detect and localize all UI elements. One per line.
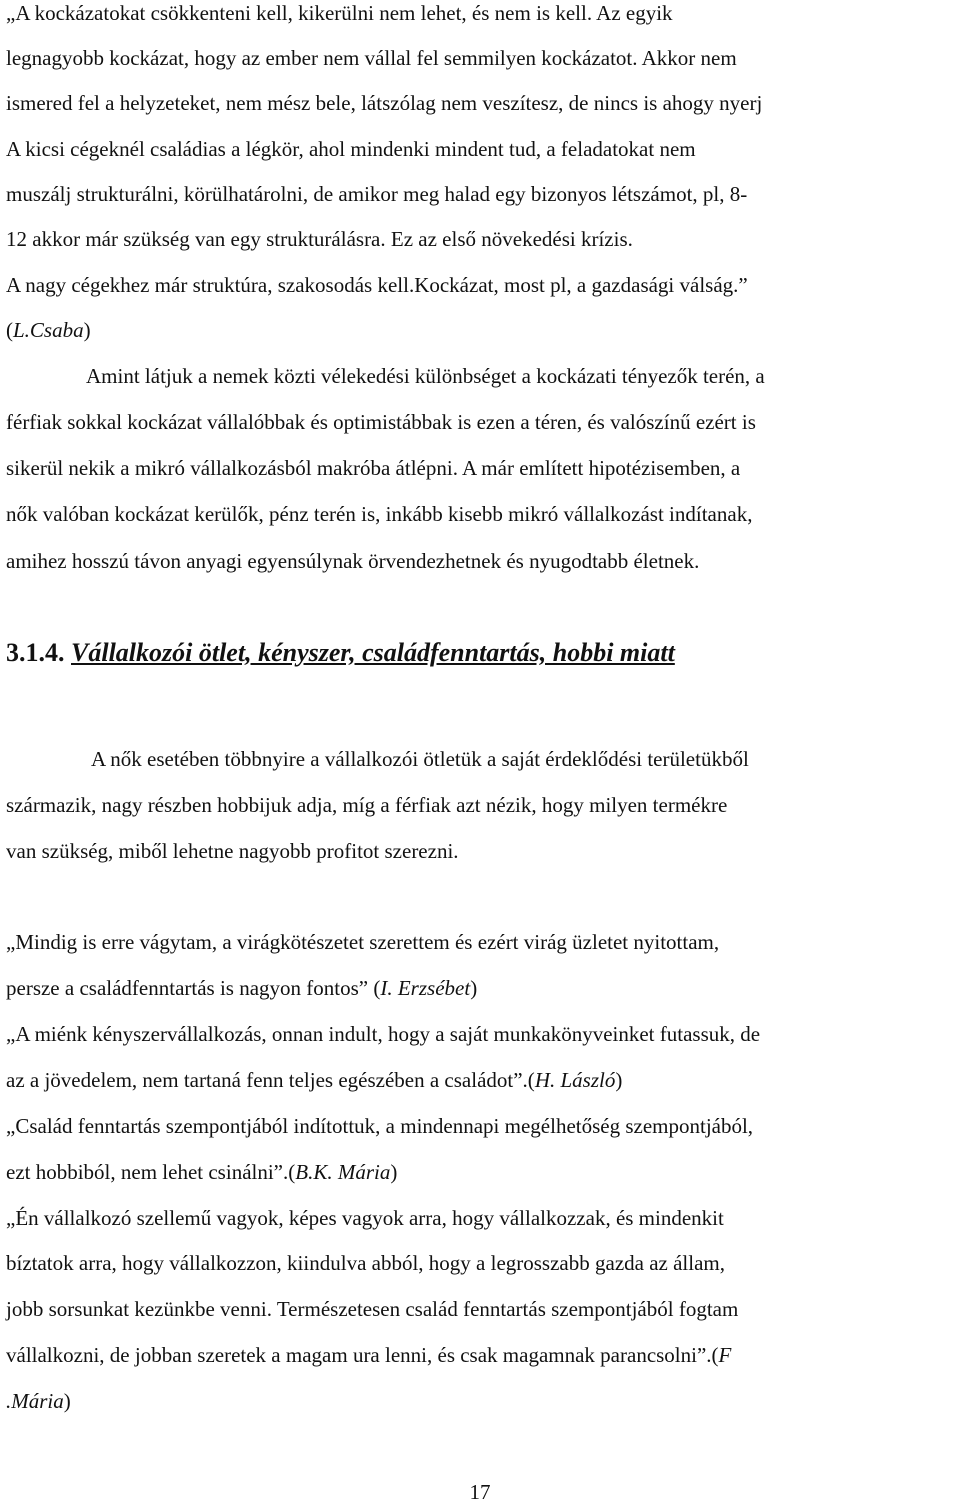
quote-line: „Mindig is erre vágytam, a virágkötészetet szerettem és ezért virág üzletet nyitottam, bbox=[6, 930, 720, 954]
paragraph-line: A kicsi cégeknél családias a légkör, ahol mindenki mindent tud, a feladatokat nem bbox=[6, 137, 696, 161]
attribution: (L.Csaba) bbox=[6, 318, 91, 342]
quote-line: persze a családfenntartás is nagyon fontos” (I. Erzsébet) bbox=[6, 976, 478, 1000]
quote-line: „Család fenntartás szempontjából indítottuk, a mindennapi megélhetőség szempontjából, bbox=[6, 1114, 754, 1138]
quote-line: az a jövedelem, nem tartaná fenn teljes egészében a családot”.(H. László) bbox=[6, 1068, 623, 1092]
quote-author: I. Erzsébet bbox=[380, 976, 471, 1000]
paragraph-line: származik, nagy részben hobbijuk adja, míg a férfiak azt nézik, hogy milyen termékre bbox=[6, 793, 728, 817]
quote-line: „Én vállalkozó szellemű vagyok, képes vagyok arra, hogy vállalkozzak, és mindenkit bbox=[6, 1206, 724, 1230]
paragraph-line: muszálj strukturálni, körülhatárolni, de amikor meg halad egy bizonyos létszámot, pl, 8- bbox=[6, 182, 748, 206]
quote-line: „A miénk kényszervállalkozás, onnan indult, hogy a saját munkakönyveinket futassuk, de bbox=[6, 1022, 761, 1046]
paragraph-line: A nagy cégekhez már struktúra, szakosodás kell.Kockázat, most pl, a gazdasági válság.” bbox=[6, 273, 748, 297]
quote-author: B.K. Mária bbox=[295, 1160, 391, 1184]
quote-author: .Mária bbox=[6, 1389, 64, 1413]
paragraph-line: sikerül nekik a mikró vállalkozásból makróba átlépni. A már említett hipotézisemben, a bbox=[6, 456, 741, 480]
paragraph-line: férfiak sokkal kockázat vállalóbbak és optimistábbak is ezen a téren, és valószínű ezért is bbox=[6, 410, 756, 434]
paragraph-line: van szükség, miből lehetne nagyobb profitot szerezni. bbox=[6, 839, 459, 863]
paragraph-line: legnagyobb kockázat, hogy az ember nem vállal fel semmilyen kockázatot. Akkor nem bbox=[6, 46, 737, 70]
paragraph-line: Amint látjuk a nemek közti vélekedési különbséget a kockázati tényezők terén, a bbox=[86, 364, 765, 388]
quote-line: bíztatok arra, hogy vállalkozzon, kiindulva abból, hogy a legrosszabb gazda az állam, bbox=[6, 1251, 725, 1275]
paragraph-line: 12 akkor már szükség van egy strukturálásra. Ez az első növekedési krízis. bbox=[6, 227, 633, 251]
section-heading bbox=[6, 638, 675, 668]
paragraph-line: „A kockázatokat csökkenteni kell, kikerülni nem lehet, és nem is kell. Az egyik bbox=[6, 1, 673, 25]
page-number: 17 bbox=[469, 1480, 491, 1504]
quote-line: vállalkozni, de jobban szeretek a magam ura lenni, és csak magamnak parancsolni”.(F bbox=[6, 1343, 732, 1367]
quote-line: .Mária) bbox=[6, 1389, 71, 1413]
quote-author: H. László bbox=[534, 1068, 616, 1092]
paragraph-line: nők valóban kockázat kerülők, pénz terén is, inkább kisebb mikró vállalkozást indítanak, bbox=[6, 502, 753, 526]
quote-line: ezt hobbiból, nem lehet csinálni”.(B.K. Mária) bbox=[6, 1160, 398, 1184]
paragraph-line: amihez hosszú távon anyagi egyensúlynak örvendezhetnek és nyugodtabb életnek. bbox=[6, 549, 700, 573]
quote-author: F bbox=[718, 1343, 732, 1367]
heading-title: Vállalkozói ötlet, kényszer, családfenntartás, hobbi miatt bbox=[71, 638, 675, 667]
heading-number: 3.1.4. bbox=[6, 638, 65, 667]
paragraph-line: A nők esetében többnyire a vállalkozói ötletük a saját érdeklődési területükből bbox=[91, 747, 749, 771]
quote-line: jobb sorsunkat kezünkbe venni. Természetesen család fenntartás szempontjából fogtam bbox=[6, 1297, 739, 1321]
paragraph-line: ismered fel a helyzeteket, nem mész bele, látszólag nem veszítesz, de nincs is ahogy nyerj bbox=[6, 91, 763, 115]
attribution-name: L.Csaba bbox=[13, 318, 84, 342]
